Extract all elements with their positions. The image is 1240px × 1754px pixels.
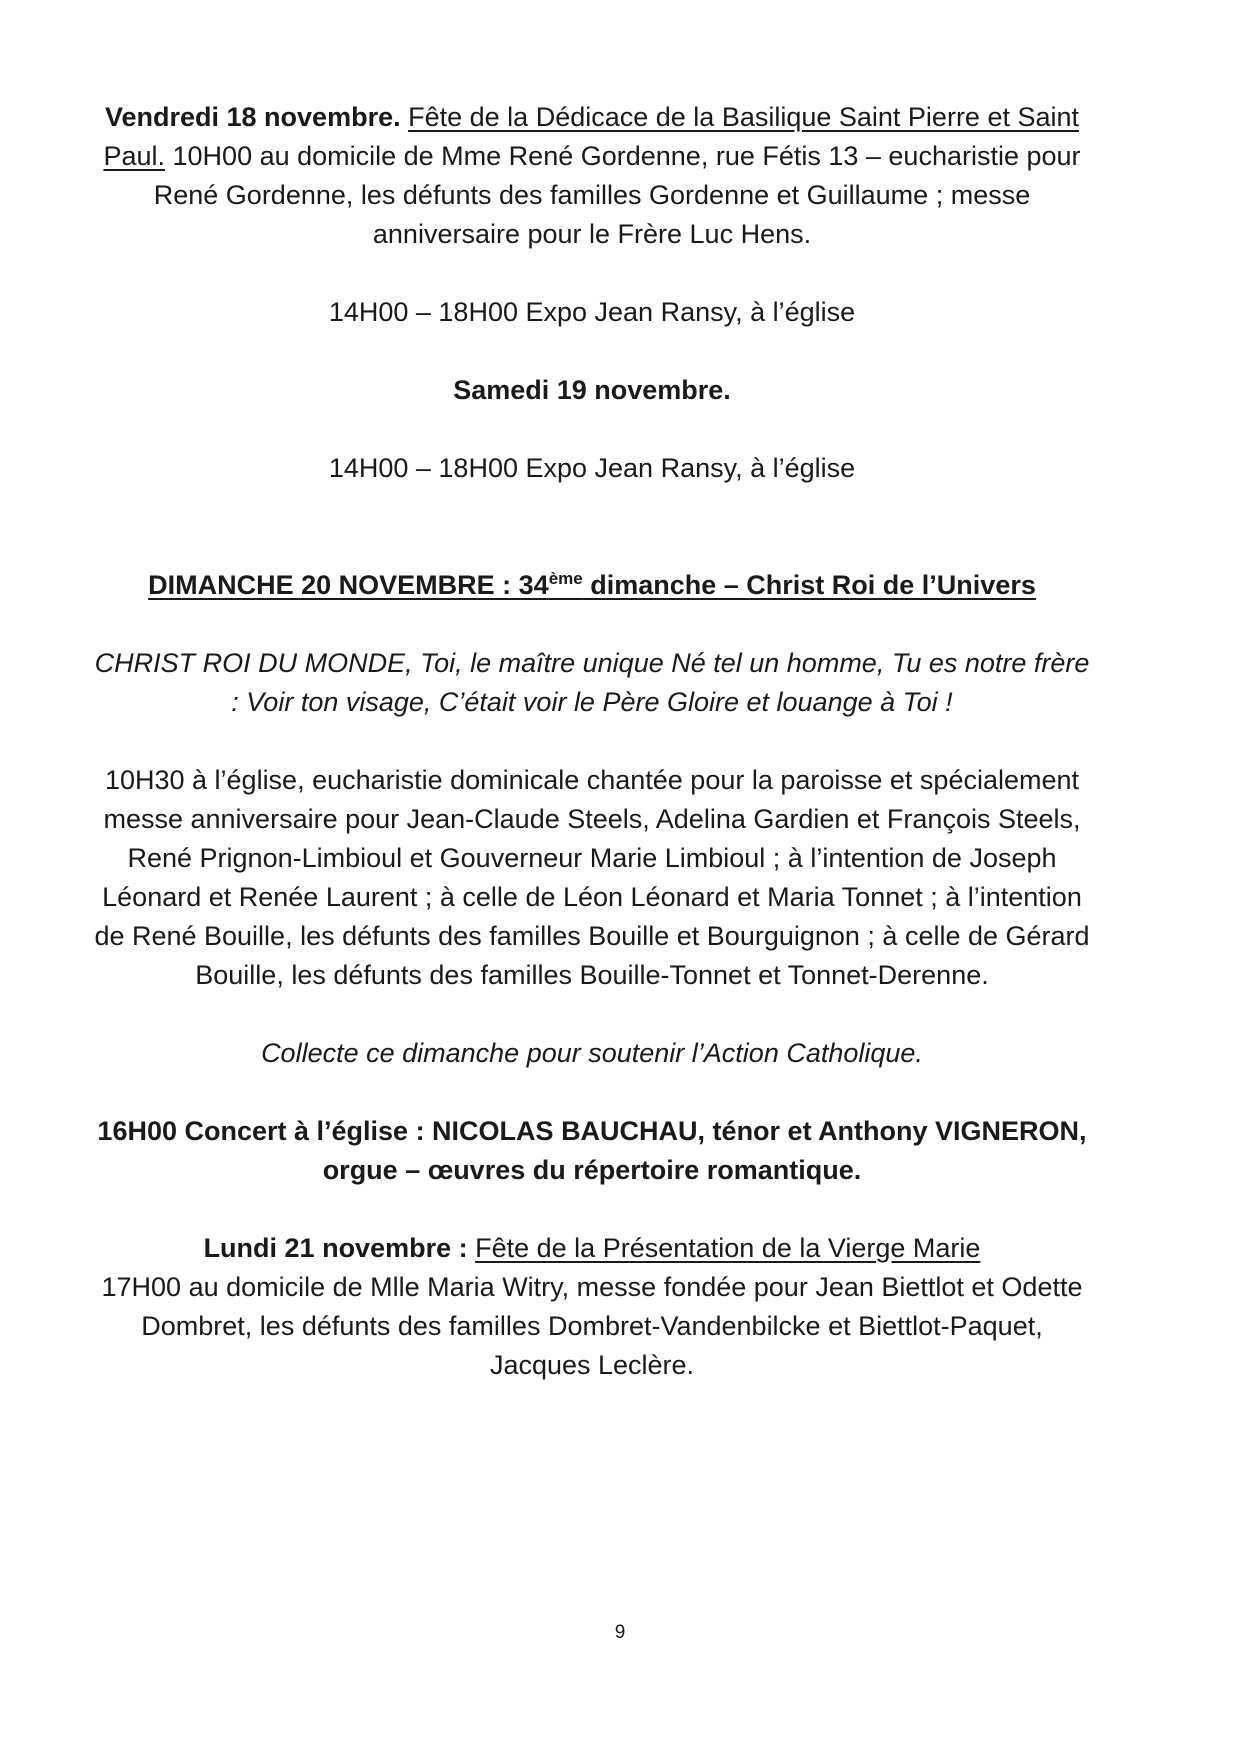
sunday-mass: 10H30 à l’église, eucharistie dominicale chantée pour la paroisse et spécialement messe anniversaire pour Jean-Claude Steels, Adelina Gardien et François Steels, René Prignon-Limbioul et Gouverneur Marie Limbioul ; à l’intention de Joseph Léonard et Renée Laurent ; à celle de Léon Léonard et Maria Tonnet ; à l’intention de René Bouille, les défunts des familles Bouille et Bourguignon ; à celle de Gérard Bouille, les défunts des familles Bouille-Tonnet et Tonnet-Derenne. xyxy=(94,765,1090,990)
friday-entry xyxy=(92,98,1092,254)
sunday-concert: 16H00 Concert à l’église : NICOLAS BAUCHAU, ténor et Anthony VIGNERON, orgue – œuvres du répertoire romantique. xyxy=(97,1116,1087,1185)
monday-text: 17H00 au domicile de Mlle Maria Witry, messe fondée pour Jean Biettlot et Odette Dombret, les défunts des familles Dombret-Vandenbilcke et Biettlot-Paquet, Jacques Leclère. xyxy=(101,1272,1083,1380)
sunday-heading-sup: ème xyxy=(548,569,583,588)
sunday-heading xyxy=(92,566,1092,605)
friday-text: 10H00 au domicile de Mme René Gordenne, rue Fétis 13 – eucharistie pour René Gordenne, les défunts des familles Gordenne et Guillaume ; messe anniversaire pour le Frère Luc Hens. xyxy=(153,141,1081,249)
monday-feast: Fête de la Présentation de la Vierge Marie xyxy=(475,1233,981,1263)
page-number: 9 xyxy=(614,1622,626,1643)
saturday-date: Samedi 19 novembre. xyxy=(453,375,731,405)
sunday-heading-main: DIMANCHE 20 NOVEMBRE : 34 xyxy=(148,570,549,600)
sunday-collect: Collecte ce dimanche pour soutenir l’Action Catholique. xyxy=(261,1038,923,1068)
friday-feast: Fête de la Dédicace de la Basilique Saint Pierre et Saint Paul. xyxy=(103,102,1080,171)
document-page xyxy=(92,98,1092,1385)
sunday-hymn: CHRIST ROI DU MONDE, Toi, le maître unique Né tel un homme, Tu es notre frère : Voir ton visage, C’était voir le Père Gloire et louange à Toi ! xyxy=(94,648,1090,717)
saturday-expo: 14H00 – 18H00 Expo Jean Ransy, à l’église xyxy=(328,453,856,483)
monday-date: Lundi 21 novembre : xyxy=(203,1233,468,1263)
friday-expo: 14H00 – 18H00 Expo Jean Ransy, à l’église xyxy=(328,297,856,327)
sunday-heading-rest: dimanche – Christ Roi de l’Univers xyxy=(582,570,1036,600)
friday-date: Vendredi 18 novembre. xyxy=(104,102,401,132)
monday-entry xyxy=(92,1229,1092,1385)
